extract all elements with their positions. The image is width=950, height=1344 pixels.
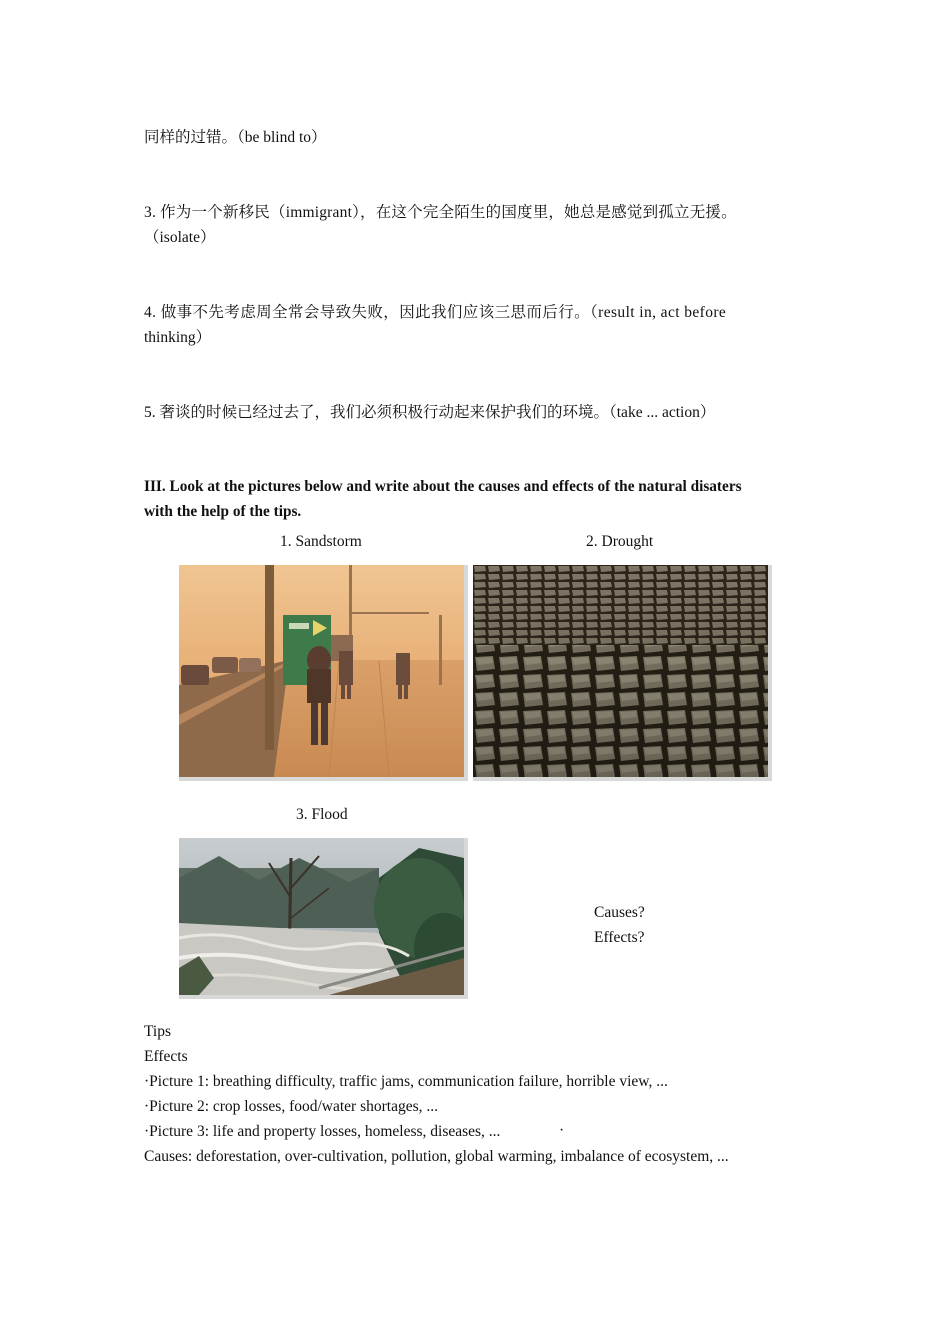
tips-effect-picture-2: ·Picture 2: crop losses, food/water shortages, ... — [144, 1098, 439, 1115]
exercise-2-item-5: 5. 奢谈的时候已经过去了，我们必须积极行动起来保护我们的环境。（take ... action） — [144, 404, 716, 421]
tips-effects-title: Effects — [144, 1048, 188, 1065]
tips-causes: Causes: deforestation, over-cultivation, pollution, global warming, imbalance of ecosystem, ... — [144, 1148, 729, 1165]
flood-photo — [179, 838, 468, 999]
tips-effect-picture-1: ·Picture 1: breathing difficulty, traffic jams, communication failure, horrible view, ... — [144, 1073, 668, 1090]
effects-prompt: Effects? — [594, 929, 645, 946]
exercise-2-item-3-line-2: （isolate） — [144, 229, 216, 246]
stray-dot: · — [559, 1122, 565, 1139]
picture-2-caption: 2. Drought — [586, 533, 654, 550]
drought-icon — [473, 565, 768, 777]
exercise-2-item-4-line-1: 4. 做事不先考虑周全常会导致失败，因此我们应该三思而后行。（result in, act before — [144, 304, 727, 321]
flood-icon — [179, 838, 464, 995]
tips-title: Tips — [144, 1023, 172, 1040]
exercise-3-heading-line-1: III. Look at the pictures below and write about the causes and effects of the natural disaters — [144, 478, 742, 495]
tips-effect-picture-3: ·Picture 3: life and property losses, homeless, diseases, ... — [144, 1123, 501, 1140]
exercise-2-item-2-continuation: 同样的过错。（be blind to） — [144, 129, 327, 146]
drought-photo — [473, 565, 772, 781]
exercise-3-heading-line-2: with the help of the tips. — [144, 503, 302, 520]
exercise-2-item-3-line-1: 3. 作为一个新移民（immigrant），在这个完全陌生的国度里，她总是感觉到孤立无援。 — [144, 204, 737, 221]
picture-3-caption: 3. Flood — [296, 806, 348, 823]
causes-prompt: Causes? — [594, 904, 645, 921]
exercise-2-item-4-line-2: thinking） — [144, 329, 212, 346]
sandstorm-icon — [179, 565, 464, 777]
picture-1-caption: 1. Sandstorm — [280, 533, 362, 550]
sandstorm-photo — [179, 565, 468, 781]
